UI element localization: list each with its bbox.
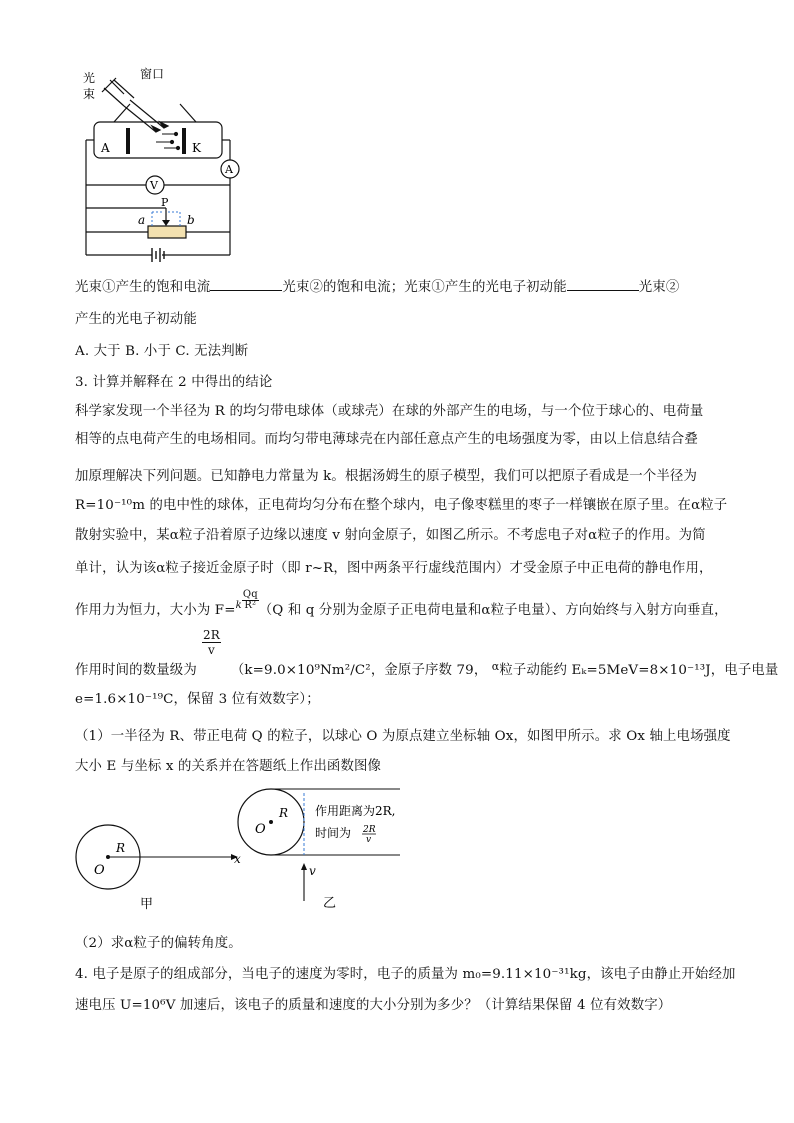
voltmeter-label: V xyxy=(150,179,158,192)
q2-text-a: 光束①产生的饱和电流 xyxy=(75,280,211,295)
q2-options: A. 大于 B. 小于 C. 无法判断 xyxy=(75,344,249,359)
force-text-b: （Q 和 q 分别为金原子正电荷电量和α粒子电量）、方向始终与入射方向垂直， xyxy=(258,603,728,618)
end-b-label: b xyxy=(187,213,195,227)
plate-a-label: A xyxy=(101,141,110,155)
answer-blank-2[interactable] xyxy=(567,278,639,291)
q3-para-line-7 xyxy=(75,590,728,618)
q3-para-line-9 xyxy=(75,659,778,678)
force-fraction-num: Qq xyxy=(242,589,258,600)
photoelectric-circuit-diagram xyxy=(72,60,252,265)
plate-a xyxy=(126,128,130,154)
yi-caption: 乙 xyxy=(323,896,337,910)
figure-yi xyxy=(235,785,415,910)
q3-title: 3. 计算并解释在 2 中得出的结论 xyxy=(75,375,273,390)
figure-jia xyxy=(70,790,250,915)
q3-para-line-6: 单计，认为该α粒子接近金原子时（即 r~R，图中两条平行虚线范围内）才受金原子中正电荷的静电作用， xyxy=(75,561,713,576)
window-label: 窗口 xyxy=(140,67,165,81)
jia-caption: 甲 xyxy=(140,897,154,912)
electron-arrows-icon xyxy=(156,132,180,149)
rheostat xyxy=(148,226,186,238)
center-dot-yi xyxy=(269,820,273,824)
yi-r-label: R xyxy=(279,806,289,820)
q2-line-2: 产生的光电子初动能 xyxy=(75,312,197,327)
q3-sub2: （2）求α粒子的偏转角度。 xyxy=(75,936,242,951)
alpha-symbol: α xyxy=(491,660,500,673)
plate-k xyxy=(182,128,186,154)
yi-v-label: v xyxy=(309,864,316,878)
beam-label-2: 束 xyxy=(83,87,96,101)
plate-k-label: K xyxy=(192,141,201,155)
answer-blank-1[interactable] xyxy=(210,278,282,291)
q3-sub1-line-1: （1）一半径为 R、带正电荷 Q 的粒子，以球心 O 为原点建立坐标轴 Ox，如图甲所示。求 Ox 轴上电场强度 xyxy=(75,729,731,744)
q4-line-1: 4. 电子是原子的组成部分，当电子的速度为零时，电子的质量为 m₀=9.11×10⁻³¹kg，该电子由静止开始经加 xyxy=(75,967,736,982)
force-fraction-den: R² xyxy=(244,600,257,611)
time-fraction-num: 2R xyxy=(203,628,220,642)
q3-para-line-10: e=1.6×10⁻¹⁹C，保留 3 位有效数字）； xyxy=(75,692,320,707)
jia-r-label: R xyxy=(116,841,126,855)
force-fraction xyxy=(242,590,259,611)
time-text-b: （k=9.0×10⁹Nm²/C²，金原子序数 79， xyxy=(230,663,488,678)
ammeter-label: A xyxy=(225,163,233,176)
light-beam-icon xyxy=(102,78,168,132)
velocity-arrow-icon xyxy=(301,863,307,870)
yi-text-2: 时间为 xyxy=(315,826,352,840)
q3-sub1-line-2: 大小 E 与坐标 x 的关系并在答题纸上作出函数图像 xyxy=(75,759,382,774)
q3-para-line-1: 科学家发现一个半径为 R 的均匀带电球体（或球壳）在球的外部产生的电场，与一个位于球心的、电荷量 xyxy=(75,404,704,419)
yi-o-label: O xyxy=(255,822,266,837)
q2-line-1 xyxy=(75,276,679,295)
yi-text-1: 作用距离为2R, xyxy=(315,804,396,818)
yi-frac-num: 2R xyxy=(363,825,376,835)
time-fraction-den: v xyxy=(208,643,215,657)
jia-o-label: O xyxy=(94,863,105,878)
slider-arrow-icon xyxy=(162,220,170,226)
time-text-a: 作用时间的数量级为 xyxy=(75,663,197,678)
q3-para-line-5: 散射实验中，某α粒子沿着原子边缘以速度 v 射向金原子，如图乙所示。不考虑电子对α粒子的作用。为简 xyxy=(75,528,706,543)
q3-para-line-4: R=10⁻¹⁰m 的电中性的球体，正电荷均匀分布在整个球内，电子像枣糕里的枣子一样镶嵌在原子里。在α粒子 xyxy=(75,498,728,513)
time-fraction xyxy=(202,628,221,657)
jia-x-label: x xyxy=(234,852,241,866)
q3-para-line-3: 加原理解决下列问题。已知静电力常量为 k。根据汤姆生的原子模型，我们可以把原子看成是一个半径为 xyxy=(75,469,697,484)
q3-para-line-2: 相等的点电荷产生的电场相同。而均匀带电薄球壳在内部任意点产生的电场强度为零，由以上信息结合叠 xyxy=(75,432,698,447)
slider-p-label: P xyxy=(161,196,169,209)
force-k: k xyxy=(235,600,242,611)
end-a-label: a xyxy=(138,213,146,227)
q4-line-2: 速电压 U=10⁶V 加速后，该电子的质量和速度的大小分别为多少？（计算结果保留 4 位有效数字） xyxy=(75,998,672,1013)
q2-text-c: 光束② xyxy=(638,280,680,295)
force-text-a: 作用力为恒力，大小为 F= xyxy=(75,603,236,618)
vacuum-tube xyxy=(94,122,222,158)
beam-label-1: 光 xyxy=(83,71,96,85)
time-text-c: 粒子动能约 Eₖ=5MeV=8×10⁻¹³J，电子电量 xyxy=(499,663,779,678)
q2-text-b: 光束②的饱和电流；光束①产生的光电子初动能 xyxy=(282,280,567,295)
yi-frac-den: v xyxy=(366,835,372,845)
